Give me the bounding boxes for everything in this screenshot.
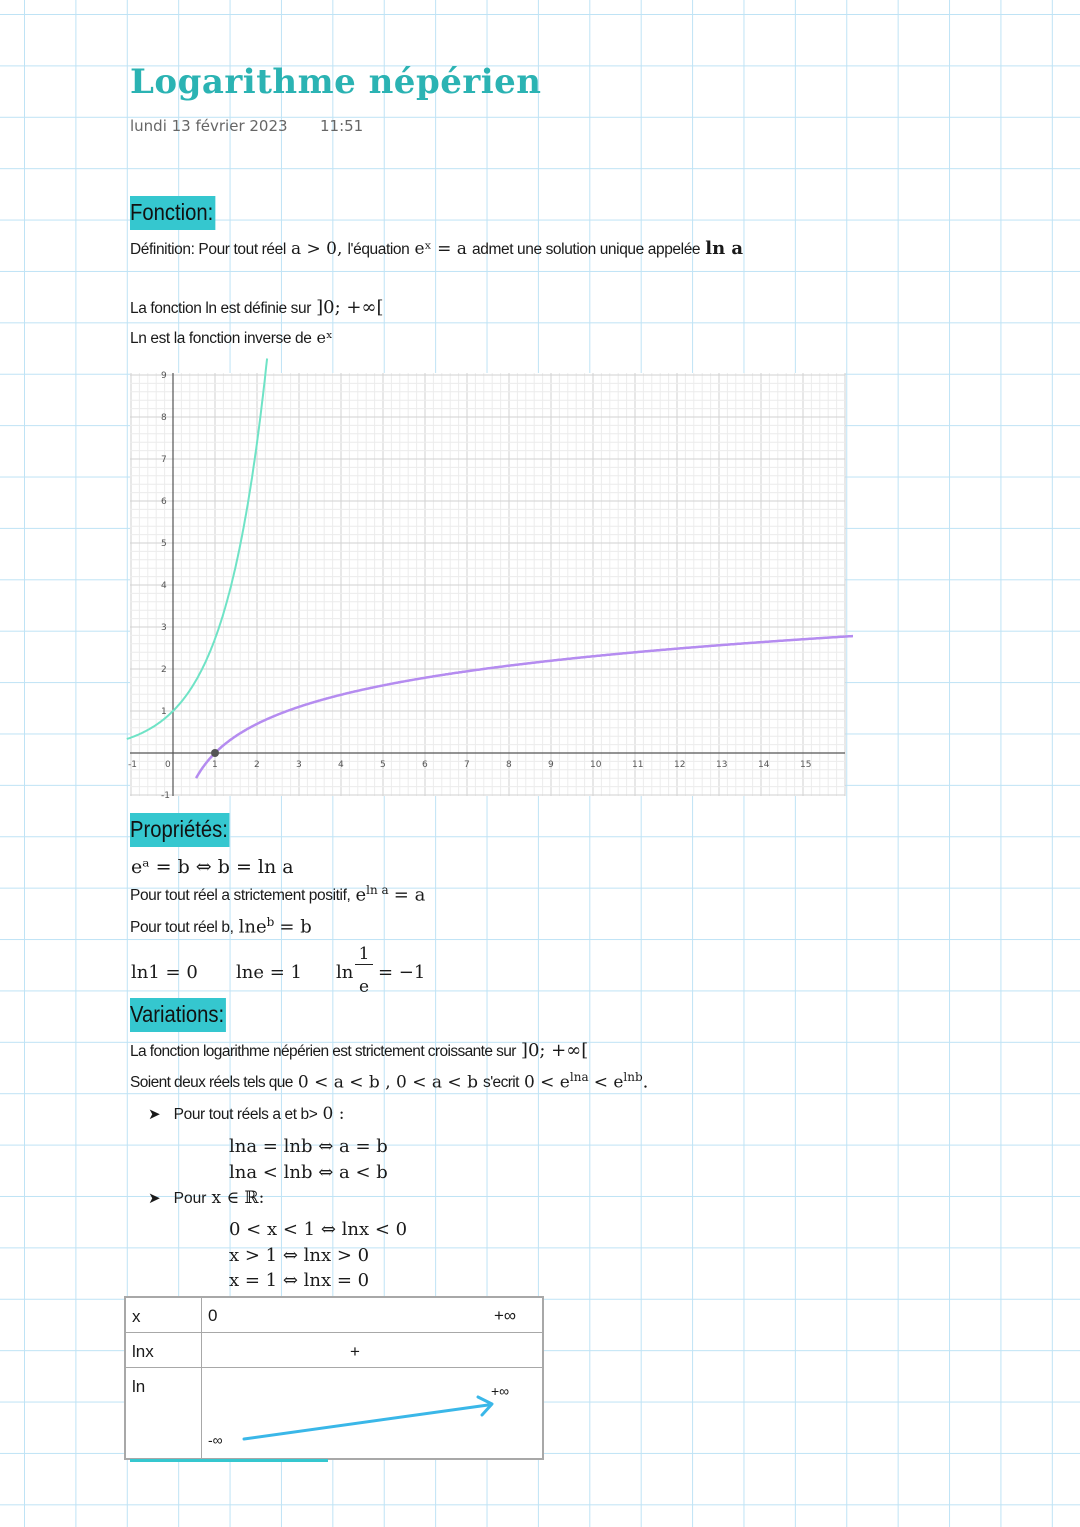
fraction-numerator: 1	[355, 944, 373, 965]
graph-canvas	[128, 371, 845, 801]
x-tick-label: 1	[212, 760, 218, 770]
property-line-4c-ln: ln	[336, 962, 354, 983]
ln-curve	[196, 636, 853, 778]
page-title: Logarithme népérien	[130, 62, 542, 102]
property-line-3	[130, 915, 312, 937]
variations-bullet-2	[148, 1188, 264, 1208]
variations-1-text: La fonction logarithme népérien est strictement croissante sur	[130, 1043, 516, 1060]
property-2-base: e	[355, 884, 367, 906]
table-divider-row-1	[126, 1332, 542, 1333]
y-tick-label: -1	[161, 791, 170, 801]
inverse-value: eˣ	[316, 328, 333, 347]
inverse-line	[130, 328, 333, 348]
x-tick-label: 13	[716, 760, 728, 770]
table-divider-row-2	[126, 1367, 542, 1368]
fonction-heading: Fonction:	[130, 196, 215, 230]
x-tick-label: 14	[758, 760, 770, 770]
y-tick-label: 5	[161, 539, 167, 549]
variations-line-2	[130, 1070, 648, 1092]
domain-line	[130, 297, 383, 318]
definition-condition: a > 0,	[290, 239, 343, 259]
bullet-arrow-icon: ➤	[148, 1105, 161, 1123]
proprietes-heading: Propriétés:	[130, 813, 230, 847]
variations-line-1	[130, 1040, 588, 1061]
property-3-base: lne	[238, 916, 267, 938]
property-1-right: ⇔ b = ln a	[195, 856, 294, 878]
property-line-4a: ln1 = 0	[131, 962, 198, 983]
variation-table	[124, 1296, 544, 1460]
property-3-exponent: b	[266, 915, 275, 929]
bullet-2-text: Pour	[173, 1190, 207, 1207]
x-tick-label: 8	[506, 760, 512, 770]
y-tick-label: 2	[161, 665, 167, 675]
bullet-1-value: 0 :	[322, 1104, 345, 1124]
page-date: lundi 13 février 2023	[130, 117, 288, 135]
definition-mid: l'équation	[347, 241, 410, 258]
table-variation-end: +∞	[491, 1383, 510, 1399]
increasing-arrow-icon	[236, 1393, 506, 1448]
table-row-x-label: x	[132, 1307, 141, 1326]
x-tick-label: 3	[296, 760, 302, 770]
variations-2-mid: s'ecrit	[483, 1074, 519, 1092]
definition-name: ln a	[705, 238, 744, 259]
x-tick-label: 4	[338, 760, 344, 770]
y-tick-label: 1	[161, 707, 167, 717]
variations-2-sup-1: lna	[569, 1070, 589, 1084]
x-tick-label: 0	[165, 760, 171, 770]
y-tick-label: 4	[161, 581, 167, 591]
variations-2-sup-2: lnb	[623, 1070, 643, 1084]
table-variation-start: -∞	[208, 1432, 223, 1448]
variations-2-math-3: < e	[593, 1072, 624, 1093]
variations-1-value: ]0; +∞[	[520, 1040, 589, 1061]
variations-bullet-1	[148, 1104, 344, 1124]
x-tick-label: 5	[380, 760, 386, 770]
property-2-end: = a	[393, 884, 426, 906]
x-tick-label: 12	[674, 760, 686, 770]
equivalence-3: 0 < x < 1 ⇔ lnx < 0	[229, 1219, 408, 1240]
table-divider-vertical	[201, 1298, 202, 1458]
variations-2-end: .	[642, 1071, 649, 1093]
section-heading-variations	[130, 998, 239, 1032]
equivalence-1: lna = lnb ⇔ a = b	[229, 1136, 388, 1157]
property-1-left: eᵃ = b	[131, 856, 190, 878]
section-heading-fonction	[130, 196, 227, 230]
table-row-x-end: +∞	[494, 1306, 517, 1325]
property-3-end: = b	[279, 916, 312, 938]
x-tick-label: 11	[632, 760, 644, 770]
y-tick-label: 9	[161, 371, 167, 381]
variations-heading: Variations:	[130, 998, 226, 1032]
property-2-exponent: ln a	[366, 883, 389, 897]
table-row-sign-label: lnx	[132, 1342, 154, 1361]
bullet-1-text: Pour tout réels a et b>	[173, 1106, 318, 1123]
definition-label: Définition: Pour tout réel	[130, 241, 286, 258]
property-line-4c-end: = −1	[378, 962, 426, 983]
bullet-2-value: x ∈ ℝ:	[211, 1188, 265, 1208]
x-tick-label: 15	[800, 760, 812, 770]
property-2-text: Pour tout réel a strictement positif,	[130, 887, 351, 905]
property-line-2	[130, 883, 425, 905]
x-tick-label: 7	[464, 760, 470, 770]
y-tick-label: 6	[161, 497, 167, 507]
equivalence-4: x > 1 ⇔ lnx > 0	[229, 1245, 370, 1266]
fraction-denominator: e	[358, 977, 370, 997]
x-tick-label: 10	[590, 760, 602, 770]
domain-value: ]0; +∞[	[316, 297, 384, 318]
x-tick-label: 2	[254, 760, 260, 770]
variations-2-text: Soient deux réels tels que	[130, 1074, 293, 1092]
accent-underline	[130, 1459, 328, 1462]
x-tick-label: 6	[422, 760, 428, 770]
definition-equation: eˣ = a	[414, 239, 467, 259]
y-tick-label: 8	[161, 413, 167, 423]
equivalence-2: lna < lnb ⇔ a < b	[229, 1162, 388, 1183]
domain-text: La fonction ln est définie sur	[130, 300, 312, 317]
bullet-arrow-icon: ➤	[148, 1189, 161, 1207]
equivalence-5: x = 1 ⇔ lnx = 0	[229, 1270, 370, 1291]
inverse-text: Ln est la fonction inverse de	[130, 330, 312, 347]
definition-line	[130, 238, 743, 259]
x-tick-label: -1	[128, 760, 137, 770]
graph-point	[211, 749, 219, 757]
table-row-variation-label: ln	[132, 1377, 146, 1396]
property-line-4b: lne = 1	[236, 962, 302, 983]
page-time: 11:51	[320, 117, 364, 135]
y-tick-label: 3	[161, 623, 167, 633]
variations-2-math-1: 0 < a < b , 0 < a < b	[297, 1072, 478, 1093]
variations-2-math-2: 0 < e	[523, 1072, 570, 1093]
section-heading-proprietes	[130, 813, 243, 847]
definition-end: admet une solution unique appelée	[472, 241, 701, 258]
function-graph	[128, 371, 845, 801]
property-line-1	[131, 856, 294, 878]
x-tick-label: 9	[548, 760, 554, 770]
table-row-x-start: 0	[208, 1306, 218, 1325]
y-tick-label: 7	[161, 455, 167, 465]
property-3-text: Pour tout réel b,	[130, 919, 234, 937]
table-row-sign-value: +	[350, 1342, 360, 1361]
